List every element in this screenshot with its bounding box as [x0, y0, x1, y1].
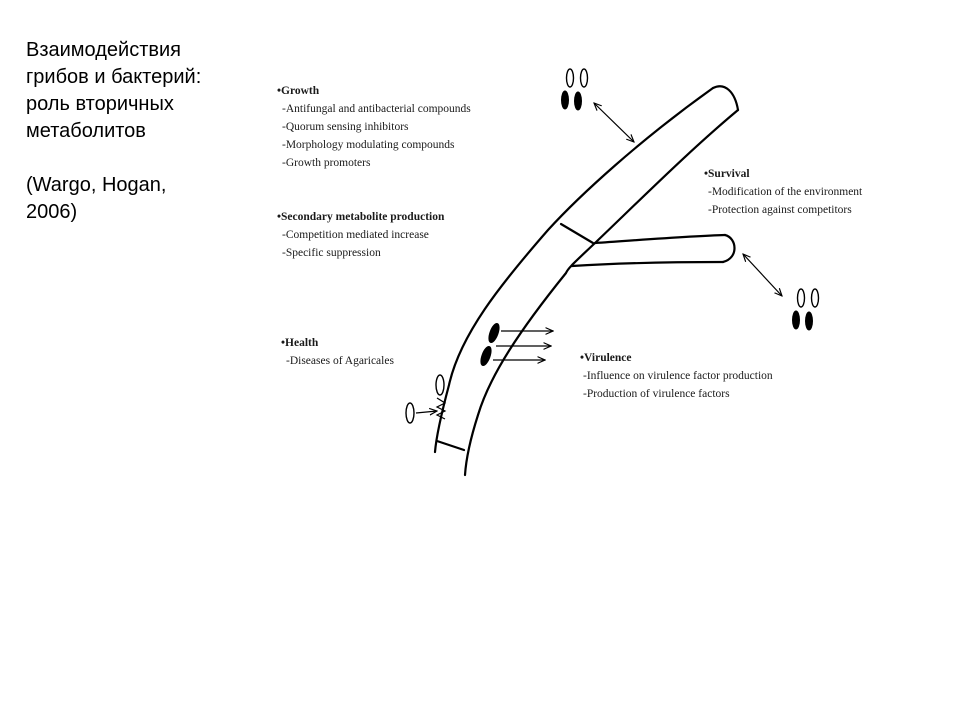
- arrow-right: [416, 411, 437, 413]
- bacteria-health: [406, 375, 445, 423]
- citation-line: (Wargo, Hogan,: [26, 174, 167, 196]
- label-item: -Morphology modulating compounds: [282, 139, 455, 151]
- label-item: -Influence on virulence factor production: [583, 370, 773, 382]
- slide-title-line: Взаимодействия: [26, 39, 181, 61]
- label-heading: •Survival: [704, 168, 750, 180]
- branch-wall-lower: [572, 262, 723, 266]
- bacteria-cluster-top: [562, 69, 588, 110]
- bacterium-outline-icon: [436, 375, 444, 395]
- bacterium-outline-icon: [798, 289, 805, 307]
- hypha-septum: [437, 441, 464, 450]
- branch-tip: [723, 235, 735, 262]
- hypha-wall-right: [465, 110, 738, 475]
- label-survival: [704, 168, 863, 216]
- label-growth: [277, 85, 471, 169]
- label-heading: •Growth: [277, 85, 320, 97]
- label-item: -Specific suppression: [282, 247, 381, 259]
- fungal-hypha: [435, 86, 738, 475]
- label-item: -Diseases of Agaricales: [286, 355, 394, 367]
- label-item: -Production of virulence factors: [583, 388, 730, 400]
- bacterium-outline-icon: [581, 69, 588, 87]
- bacterium-filled-icon: [487, 322, 501, 344]
- label-item: -Modification of the environment: [708, 186, 863, 198]
- hypha-branch: [572, 235, 735, 266]
- bacterium-filled-icon: [806, 312, 813, 330]
- bacterium-outline-icon: [406, 403, 414, 423]
- bacteria-cluster-right: [793, 289, 819, 330]
- label-item: -Protection against competitors: [708, 204, 852, 216]
- label-virulence: [580, 352, 773, 400]
- bacterium-filled-icon: [575, 92, 582, 110]
- label-item: -Growth promoters: [282, 157, 371, 169]
- slide-title-line: грибов и бактерий:: [26, 66, 202, 88]
- label-heading: •Virulence: [580, 352, 632, 364]
- double-arrow: [743, 254, 782, 296]
- label-heading: •Health: [281, 337, 319, 349]
- bacterium-filled-icon: [793, 311, 800, 329]
- branch-wall-upper: [595, 235, 725, 243]
- label-item: -Competition mediated increase: [282, 229, 429, 241]
- bacteria-virulence: [479, 322, 553, 367]
- bacterium-outline-icon: [567, 69, 574, 87]
- label-heading: •Secondary metabolite production: [277, 211, 445, 223]
- bacterium-filled-icon: [479, 345, 493, 367]
- citation-line: 2006): [26, 201, 78, 223]
- slide-title-line: метаболитов: [26, 120, 146, 142]
- slide-title-line: роль вторичных: [26, 93, 174, 115]
- bacterium-outline-icon: [812, 289, 819, 307]
- label-secondary-metabolite: [277, 211, 445, 259]
- double-arrow: [594, 103, 634, 142]
- hypha-tip: [713, 86, 738, 110]
- label-item: -Antifungal and antibacterial compounds: [282, 103, 471, 115]
- label-item: -Quorum sensing inhibitors: [282, 121, 409, 133]
- label-health: [281, 337, 394, 367]
- hypha-septum: [561, 224, 593, 243]
- bacterium-filled-icon: [562, 91, 569, 109]
